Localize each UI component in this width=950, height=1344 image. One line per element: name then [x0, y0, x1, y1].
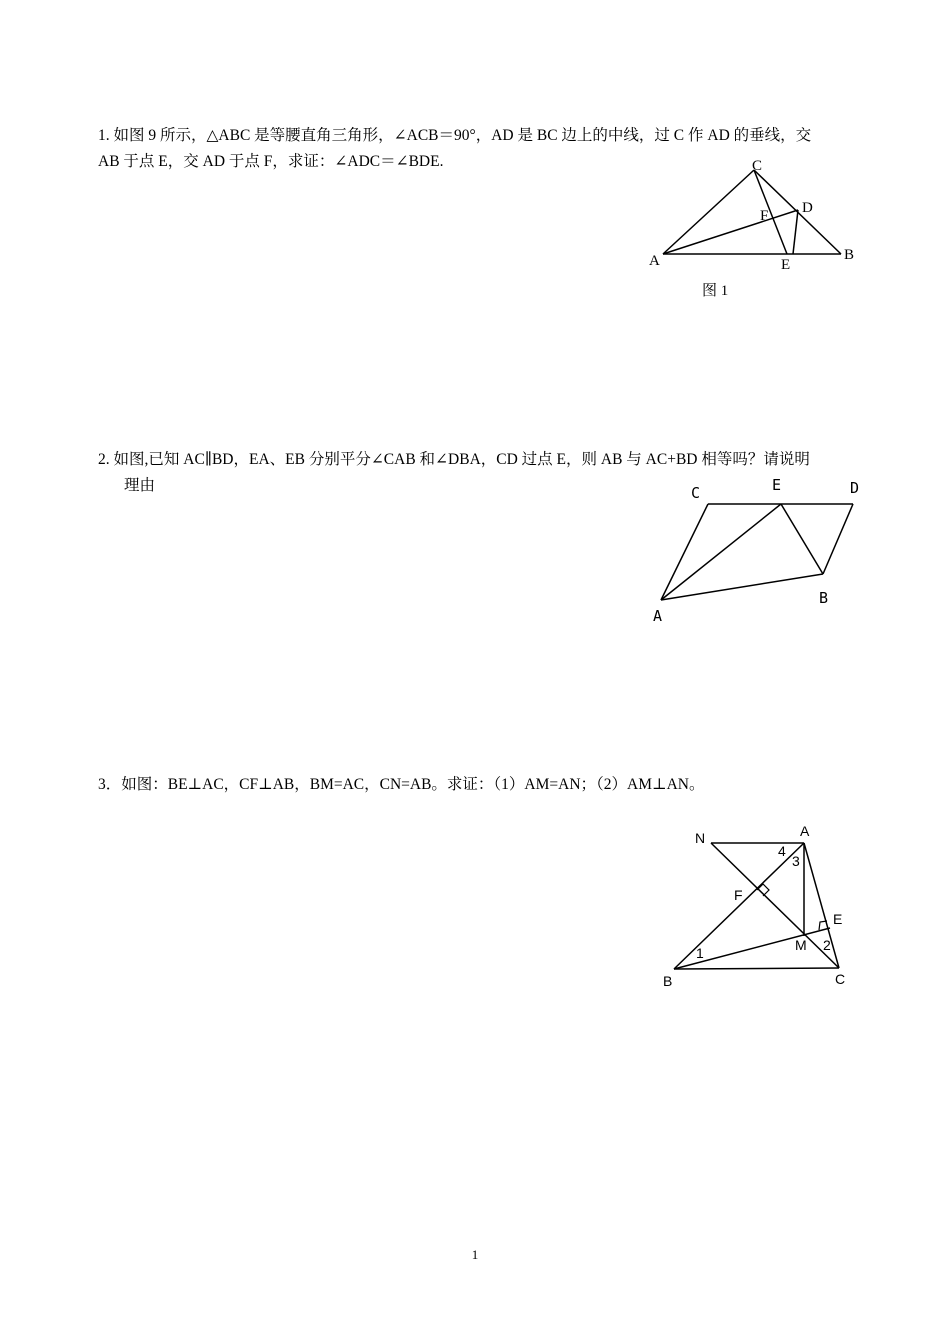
fig3-label-e: E — [833, 911, 843, 927]
question-1-line-1: 1. 如图 9 所示，△ABC 是等腰直角三角形，∠ACB＝90°，AD 是 BC 边上的中线，过 C 作 AD 的垂线，交 — [98, 127, 812, 144]
figure-3-triangle-altitudes — [650, 818, 870, 998]
page-number: 1 — [471, 1247, 479, 1262]
fig3-angle-1: 1 — [696, 945, 704, 961]
fig3-angle-4: 4 — [778, 843, 786, 859]
fig2-label-b: B — [819, 589, 829, 607]
fig1-label-c: C — [752, 158, 763, 174]
fig3-label-a: A — [800, 823, 810, 839]
fig1-label-f: F — [760, 208, 769, 224]
figure-1-isosceles-right-triangle — [640, 150, 870, 310]
fig1-label-b: B — [844, 247, 855, 263]
fig3-angle-2: 2 — [823, 937, 831, 953]
fig3-label-f: F — [734, 887, 743, 903]
fig1-caption: 图 1 — [702, 283, 729, 299]
fig2-label-d: D — [850, 479, 860, 497]
fig3-label-c: C — [835, 971, 846, 987]
question-1-line-2: AB 于点 E，交 AD 于点 F，求证：∠ADC＝∠BDE. — [98, 153, 444, 170]
question-2-line-2: 理由 — [124, 477, 156, 494]
fig3-label-m: M — [795, 937, 807, 953]
question-2-line-1: 2. 如图,已知 AC∥BD，EA、EB 分别平分∠CAB 和∠DBA，CD 过点 E，则 AB 与 AC+BD 相等吗？请说明 — [98, 451, 810, 468]
question-3-line-1: 3．如图：BE⊥AC，CF⊥AB，BM=AC，CN=AB。求证：（1）AM=AN；（2）AM⊥AN。 — [98, 776, 705, 793]
figure-2-trapezoid — [640, 470, 870, 630]
fig3-angle-3: 3 — [792, 853, 800, 869]
fig1-label-e: E — [781, 257, 791, 273]
question-3 — [98, 772, 868, 798]
fig1-label-d: D — [802, 200, 813, 216]
fig1-label-a: A — [649, 253, 660, 269]
fig2-label-e: E — [772, 476, 782, 494]
fig3-label-b: B — [663, 973, 673, 989]
fig2-label-c: C — [691, 484, 701, 502]
fig2-label-a: A — [653, 607, 663, 625]
fig3-label-n: N — [695, 830, 706, 846]
